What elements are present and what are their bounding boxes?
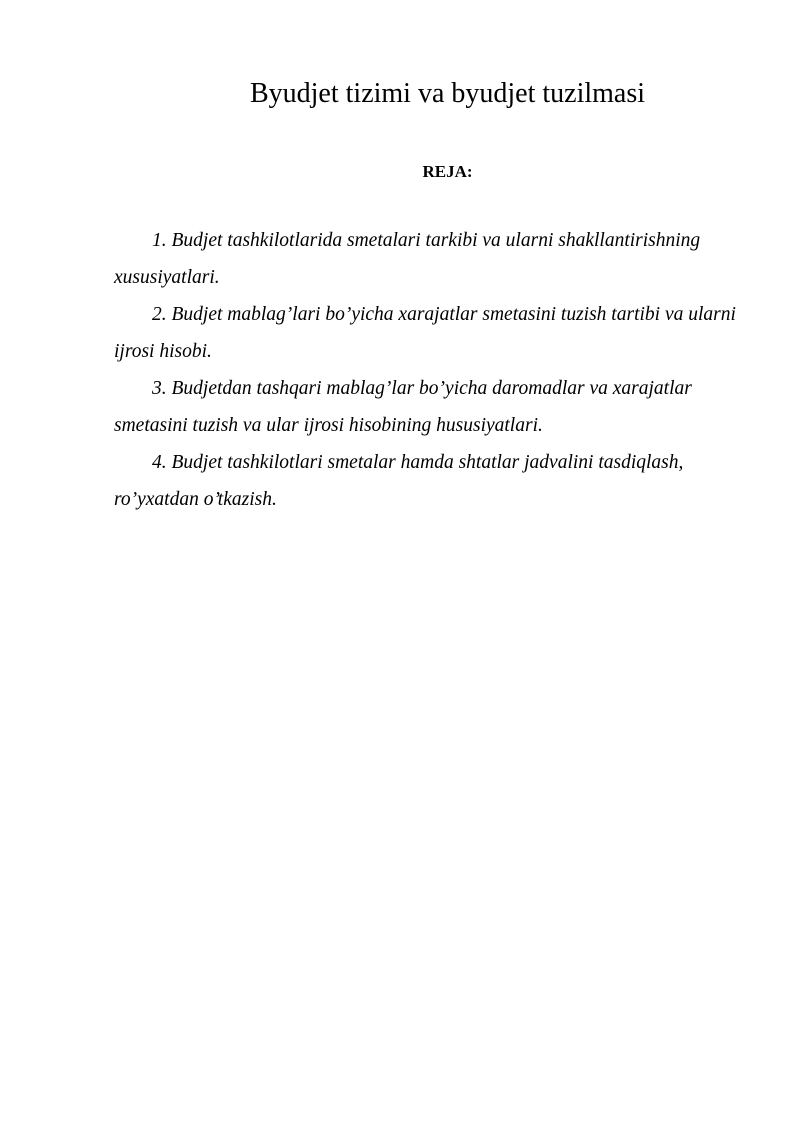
plan-item: 3. Budjetdan tashqari mablag’lar bo’yicha daromadlar va xarajatlar smetasini tuzish va ular ijrosi hisobining hususiyatlari. xyxy=(114,378,692,436)
document-title: Byudjet tizimi va byudjet tuzilmasi xyxy=(249,78,646,109)
plan-list xyxy=(114,222,742,518)
plan-item: 2. Budjet mablag’lari bo’yicha xarajatlar smetasini tuzish tartibi va ularni ijrosi hisobi. xyxy=(114,304,736,362)
plan-item: 1. Budjet tashkilotlarida smetalari tarkibi va ularni shakllantirishning xususiyatlari. xyxy=(114,230,701,288)
plan-heading: REJA: xyxy=(422,162,473,181)
plan-item: 4. Budjet tashkilotlari smetalar hamda shtatlar jadvalini tasdiqlash, ro’yxatdan o’tkazish. xyxy=(114,452,684,510)
